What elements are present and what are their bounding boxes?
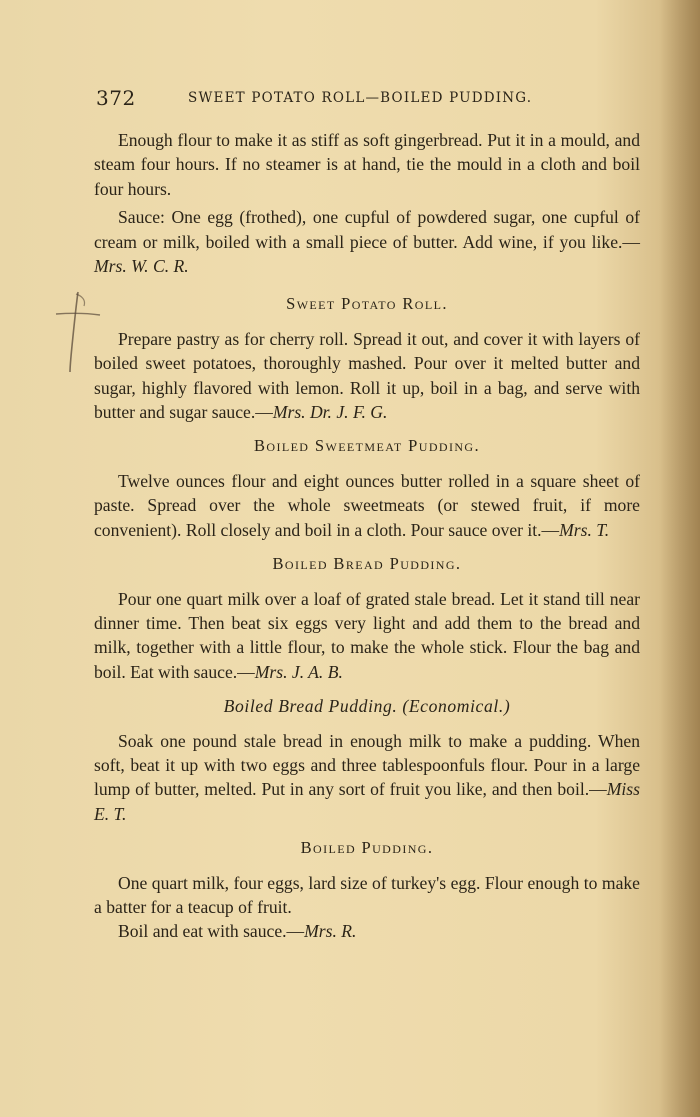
paragraph bbox=[94, 729, 640, 827]
paragraph-text: Prepare pastry as for cherry roll. Spread it out, and cover it with layers of boiled sweet potatoes, thoroughly mashed. Pour over it melted butter and sugar, highly flavored with lemon. Roll it up, boil in a bag, and serve with butter and sugar sauce.— bbox=[94, 328, 640, 423]
recipe-title: Boiled Bread Pudding. bbox=[272, 554, 462, 574]
recipe-credit: Miss E. T. bbox=[94, 779, 640, 824]
recipe-credit: Mrs. R. bbox=[304, 921, 357, 942]
paragraph bbox=[94, 469, 640, 542]
paragraph bbox=[94, 919, 640, 943]
recipe-title: Boiled Pudding. bbox=[300, 838, 434, 858]
paragraph-text: Soak one pound stale bread in enough milk to make a pudding. When soft, beat it up with two eggs and three tablespoonfuls flour. Pour in a large lump of butter, melted. Put in any sort of fruit you like, and then boil.— bbox=[94, 730, 640, 800]
page-number: 372 bbox=[96, 86, 136, 110]
paragraph-text: Boil and eat with sauce.— bbox=[118, 921, 305, 942]
page-edge-shadow bbox=[660, 0, 700, 1117]
paragraph bbox=[94, 871, 640, 920]
running-title: SWEET POTATO ROLL—BOILED PUDDING. bbox=[188, 90, 533, 106]
paragraph-text: Pour one quart milk over a loaf of grated stale bread. Let it stand till near dinner time. Then beat six eggs very light and add them to the bread and milk, together with a little flour, to make the whole stick. Flour the bag and boil. Eat with sauce.— bbox=[94, 588, 640, 682]
recipe-title: Sweet Potato Roll. bbox=[286, 294, 448, 314]
recipe-credit: Mrs. W. C. R. bbox=[94, 256, 189, 277]
paragraph bbox=[94, 128, 640, 201]
recipe-credit: Mrs. T. bbox=[559, 519, 610, 540]
recipe-credit: Mrs. J. A. B. bbox=[254, 661, 343, 682]
paragraph bbox=[94, 327, 640, 425]
page-body bbox=[94, 128, 640, 944]
paragraph-text: Twelve ounces flour and eight ounces butter rolled in a square sheet of paste. Spread over the whole sweetmeats (or stewed fruit, if more convenient). Roll closely and boil in a cloth. Pour sauce over it.— bbox=[94, 470, 640, 540]
recipe-credit: Mrs. Dr. J. F. G. bbox=[272, 402, 388, 423]
paragraph-text: One quart milk, four eggs, lard size of turkey's egg. Flour enough to make a batter for a teacup of fruit. bbox=[94, 872, 640, 917]
recipe-title: Boiled Bread Pudding. (Economical.) bbox=[223, 696, 511, 717]
paragraph-text: Sauce: One egg (frothed), one cupful of powdered sugar, one cupful of cream or milk, boiled with a small piece of butter. Add wine, if you like.— bbox=[94, 207, 640, 252]
paragraph bbox=[94, 587, 640, 685]
paragraph-text: Enough flour to make it as stiff as soft gingerbread. Put it in a mould, and steam four hours. If no steamer is at hand, tie the mould in a cloth and boil four hours. bbox=[94, 130, 640, 199]
page-header bbox=[96, 86, 644, 116]
recipe-title: Boiled Sweetmeat Pudding. bbox=[253, 436, 481, 456]
paragraph bbox=[94, 205, 640, 278]
